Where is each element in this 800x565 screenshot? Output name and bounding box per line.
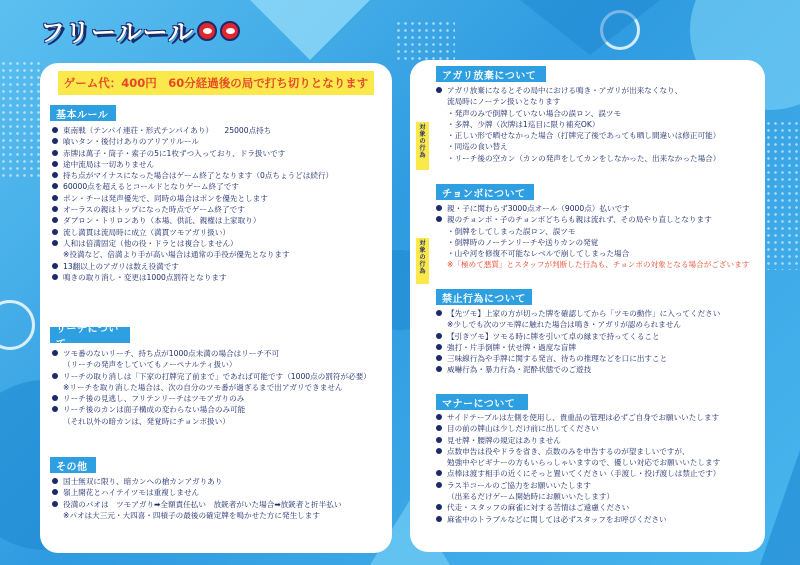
list-item xyxy=(52,261,333,272)
list-item-text: ポン・チーは発声優先で、同時の場合はポンを優先とします xyxy=(63,193,268,203)
list-item-text: ※パオは大三元・大四喜・四槓子の最後の確定牌を鳴かせた方に発生します xyxy=(63,510,320,520)
bullet-icon xyxy=(52,274,58,280)
bullet-icon xyxy=(52,138,58,144)
list-item-text: ・倒牌時のノーテンリーチや送りカンの発覚 xyxy=(447,237,599,247)
list-item xyxy=(52,393,371,404)
manners-list xyxy=(436,412,720,525)
right-panel xyxy=(410,60,765,552)
list-item xyxy=(52,249,333,260)
list-item-text: リーチ後のカンは面子構成の変わらない場合のみ可能 xyxy=(63,405,246,415)
list-item-text: 麻雀中のトラブルなどに関しては必ずスタッフをお呼びください xyxy=(447,514,667,524)
list-item-text: ・倒牌をしてしまった誤ロン、誤ツモ xyxy=(447,226,576,236)
bullet-icon xyxy=(436,87,442,93)
prohibited-list xyxy=(436,308,720,376)
list-item-text: 60000点を超えるとコールドとなりゲーム終了です xyxy=(63,182,239,192)
list-item xyxy=(52,148,333,159)
list-item-text: 持ち点がマイナスになった場合はゲーム終了となります（0点ちょうどは続行） xyxy=(63,171,334,181)
bullet-icon xyxy=(436,516,442,522)
list-item xyxy=(52,238,333,249)
list-item-text: 鳴きの取り消し・変更は1000点罰符となります xyxy=(63,272,227,282)
heading-prohibited: 禁止行為について xyxy=(436,289,532,305)
list-item-text: ・正しい形で晒せなかった場合（打牌完了後であっても晒し間違いは修正可能） xyxy=(447,131,721,141)
other-list xyxy=(52,476,341,521)
list-item-text: 東南戦（テンパイ連荘・形式テンパイあり） 25000点持ち xyxy=(63,126,272,135)
bullet-icon xyxy=(436,482,442,488)
bullet-icon xyxy=(436,216,442,222)
game-fee-banner: ゲーム代：400円 60分経過後の局で打ち切りとなります xyxy=(58,71,374,95)
bullet-icon xyxy=(436,504,442,510)
bullet-icon xyxy=(436,366,442,372)
list-item-text: ※役満など、倍満より手が高い場合は通常の手役が優先となります xyxy=(63,250,290,260)
bullet-icon xyxy=(436,344,442,350)
list-item xyxy=(436,342,720,353)
bullet-icon xyxy=(52,183,58,189)
mascot-icon xyxy=(220,21,240,41)
list-item xyxy=(52,371,371,382)
list-item-text: 嶺上開花とハイテイツモは重複しません xyxy=(63,488,200,498)
bullet-icon xyxy=(436,205,442,211)
list-item xyxy=(436,119,720,130)
list-item-text: ※少しでも次のツモ牌に触れた場合は鳴き・アガリが認められません xyxy=(447,320,681,330)
list-item xyxy=(52,487,341,498)
list-item-text: オーラスの親はトップになった時点でゲーム終了です xyxy=(63,205,245,215)
list-item xyxy=(436,353,720,364)
bullet-icon xyxy=(436,425,442,431)
list-item-text: 途中流局は一切ありません xyxy=(63,159,155,169)
list-item-text: 三味線行為や手牌に関する発言、待ちの推理などを口に出すこと xyxy=(447,354,668,364)
list-item-text: 赤牌は萬子・筒子・索子の5に1枚ずつ入っており、ドラ扱いです xyxy=(63,148,286,158)
list-item-text: 【先ヅモ】上家の方が切った牌を確認してから「ツモの動作」に入ってください xyxy=(447,309,721,318)
bullet-icon xyxy=(52,478,58,484)
list-item xyxy=(436,364,720,375)
list-item xyxy=(52,510,341,521)
bullet-icon xyxy=(436,470,442,476)
bullet-icon xyxy=(52,263,58,269)
riichi-list xyxy=(52,348,371,427)
list-item-text: 代走・スタッフの麻雀に対する苦情はご遠慮ください xyxy=(447,503,630,513)
bullet-icon xyxy=(52,172,58,178)
list-item xyxy=(436,248,749,259)
list-item-text: 勉強中やビギナーの方もいらっしゃいますので、優しい対応でお願いいたします xyxy=(447,458,721,468)
list-item xyxy=(436,480,720,491)
list-item-text: ※「極めて悪質」とスタッフが判断した行為も、チョンボの対象となる場合がございます xyxy=(447,260,750,270)
list-item xyxy=(436,96,720,107)
list-item xyxy=(52,348,371,359)
list-item xyxy=(436,203,749,214)
list-item-text: 点棒は渡す相手の近くにそっと置いてください（手渡し・投げ渡しは禁止です） xyxy=(447,469,721,479)
list-item xyxy=(52,215,333,226)
list-item-text: 【引きヅモ】ツモる時に牌を引いて卓の縁まで持ってくること xyxy=(447,331,660,341)
list-item-text: 目の前の牌山は少しだけ前に出してください xyxy=(447,424,599,434)
list-item-text: 威嚇行為・暴力行為・泥酔状態でのご遊技 xyxy=(447,365,592,375)
list-item-text: ラス半コールのご協力をお願いいたします xyxy=(447,480,591,490)
list-item-text: アガリ放棄になるとその局中における鳴き・アガリが出来なくなり、 xyxy=(447,86,683,95)
target-act-tag: 対象の行為 xyxy=(416,122,429,170)
list-item xyxy=(52,125,333,136)
list-item xyxy=(52,204,333,215)
list-item-text: ダブロン・トリロンあり（本場、供託、親権は上家取り） xyxy=(63,216,261,226)
list-item xyxy=(436,153,720,164)
bullet-icon xyxy=(436,448,442,454)
list-item-text: サイドテーブルは左側を使用し、貴重品の管理は必ずご自身でお願いいたします xyxy=(447,413,720,422)
bullet-icon xyxy=(52,217,58,223)
list-item xyxy=(436,502,720,513)
chombo-list xyxy=(436,203,749,271)
list-item xyxy=(436,412,720,423)
list-item xyxy=(436,141,720,152)
list-item xyxy=(436,457,720,468)
list-item-text: 強打・片手倒牌・伏せ牌・過度な盲牌 xyxy=(447,342,577,352)
list-item xyxy=(52,136,333,147)
heading-basic-rules: 基本ルール xyxy=(50,105,116,121)
list-item-text: 流局時にノーテン扱いとなります xyxy=(447,97,561,107)
bullet-icon xyxy=(436,310,442,316)
mascot-icon xyxy=(197,21,217,41)
bullet-icon xyxy=(52,127,58,133)
list-item xyxy=(52,227,333,238)
list-item xyxy=(52,181,333,192)
list-item-text: ・山や河を修復不可能なレベルで崩してしまった場合 xyxy=(447,249,630,259)
list-item xyxy=(436,308,720,319)
list-item-text: 親・子に関わらず3000点オール（9000点）払いです xyxy=(447,204,630,213)
bullet-icon xyxy=(52,150,58,156)
list-item xyxy=(436,468,720,479)
list-item-text: ・多牌、少牌（次牌は1巡目に限り補充OK） xyxy=(447,119,600,129)
list-item-text: ・発声のみで倒牌していない場合の誤ロン、誤ツモ xyxy=(447,108,622,118)
list-item-text: 人和は倍満固定（他の役・ドラとは複合しません） xyxy=(63,238,238,248)
agari-abandon-list xyxy=(436,85,720,164)
left-panel xyxy=(40,63,392,553)
heading-chombo: チョンボについて xyxy=(436,184,534,200)
list-item-text: 喰いタン・後付けありのアリアリルール xyxy=(63,137,199,147)
list-item-text: ・リーチ後の空カン（カンの発声をしてカンをしなかった、出来なかった場合） xyxy=(447,153,721,163)
list-item xyxy=(436,491,720,502)
list-item xyxy=(52,159,333,170)
list-item-text: リーチの取り消しは「下家の打牌完了前まで」であれば可能です（1000点の罰符が必要） xyxy=(63,371,371,381)
title-banner xyxy=(40,10,240,52)
basic-rules-list xyxy=(52,125,333,283)
list-item xyxy=(52,382,371,393)
bullet-icon xyxy=(52,206,58,212)
list-item-text: （リーチの発声をしていてもノーペナルティ扱い） xyxy=(63,360,237,370)
list-item xyxy=(52,416,371,427)
list-item xyxy=(52,476,341,487)
list-item-text: 国士無双に限り、暗カンへの槍カンアガりあり xyxy=(63,477,223,486)
list-item xyxy=(436,214,749,225)
list-item xyxy=(436,226,749,237)
bullet-icon xyxy=(52,195,58,201)
bullet-icon xyxy=(436,333,442,339)
bullet-icon xyxy=(436,414,442,420)
list-item xyxy=(436,319,720,330)
bullet-icon xyxy=(52,240,58,246)
list-item xyxy=(436,237,749,248)
list-item-text: ・同巡の食い替え xyxy=(447,142,508,152)
bullet-icon xyxy=(52,489,58,495)
list-item-text: 見せ牌・腰牌の規定はありません xyxy=(447,435,561,445)
list-item-text: ※リーチを取り消した場合は、次の自分のツモ番が過ぎるまで出アガリできません xyxy=(63,382,343,392)
heading-other: その他 xyxy=(50,457,96,473)
list-item-text: （出来るだけゲーム開始時にお願いいたします） xyxy=(447,492,615,502)
bullet-icon xyxy=(436,437,442,443)
list-item xyxy=(436,446,720,457)
list-item xyxy=(52,359,371,370)
list-item xyxy=(52,272,333,283)
target-act-tag: 対象の行為 xyxy=(416,238,429,284)
bullet-icon xyxy=(52,373,58,379)
heading-manners: マナーについて xyxy=(436,394,528,410)
bullet-icon xyxy=(52,395,58,401)
bullet-icon xyxy=(52,501,58,507)
list-item xyxy=(52,193,333,204)
list-item-text: （それ以外の暗カンは、発覚時にチョンボ扱い） xyxy=(63,416,230,426)
list-item-text: 13翻以上のアガリは数え役満です xyxy=(63,261,179,271)
list-item-text: 点数申告は役やドラを省き、点数のみを申告するのが望ましいですが、 xyxy=(447,446,690,456)
list-item xyxy=(436,423,720,434)
bullet-icon xyxy=(52,350,58,356)
page-title: フリールール xyxy=(40,18,195,47)
list-item-text: ツモ番のないリーチ、持ち点が1000点未満の場合はリーチ不可 xyxy=(63,349,280,358)
list-item xyxy=(436,259,749,270)
list-item xyxy=(436,108,720,119)
list-item xyxy=(436,130,720,141)
bullet-icon xyxy=(52,229,58,235)
list-item xyxy=(436,331,720,342)
bullet-icon xyxy=(52,406,58,412)
bullet-icon xyxy=(52,161,58,167)
bullet-icon xyxy=(436,355,442,361)
list-item xyxy=(436,85,720,96)
list-item xyxy=(52,404,371,415)
heading-agari-abandon: アガリ放棄について xyxy=(436,66,546,82)
list-item-text: 親のチョンボ・子のチョンボどちらも親は流れず、その局やり直しとなります xyxy=(447,215,712,225)
list-item xyxy=(436,435,720,446)
list-item xyxy=(436,514,720,525)
list-item-text: 流し満貫は流局時に成立（満貫ツモアガリ扱い） xyxy=(63,227,230,237)
list-item-text: 役満のパオは ツモアガり➡全額責任払い 放銃者がいた場合➡放銃者と折半払い xyxy=(63,499,342,509)
list-item xyxy=(52,499,341,510)
list-item xyxy=(52,170,333,181)
list-item-text: リーチ後の見逃し、フリテンリーチはツモアガりのみ xyxy=(63,394,245,404)
heading-riichi: リーチについて xyxy=(50,327,130,343)
